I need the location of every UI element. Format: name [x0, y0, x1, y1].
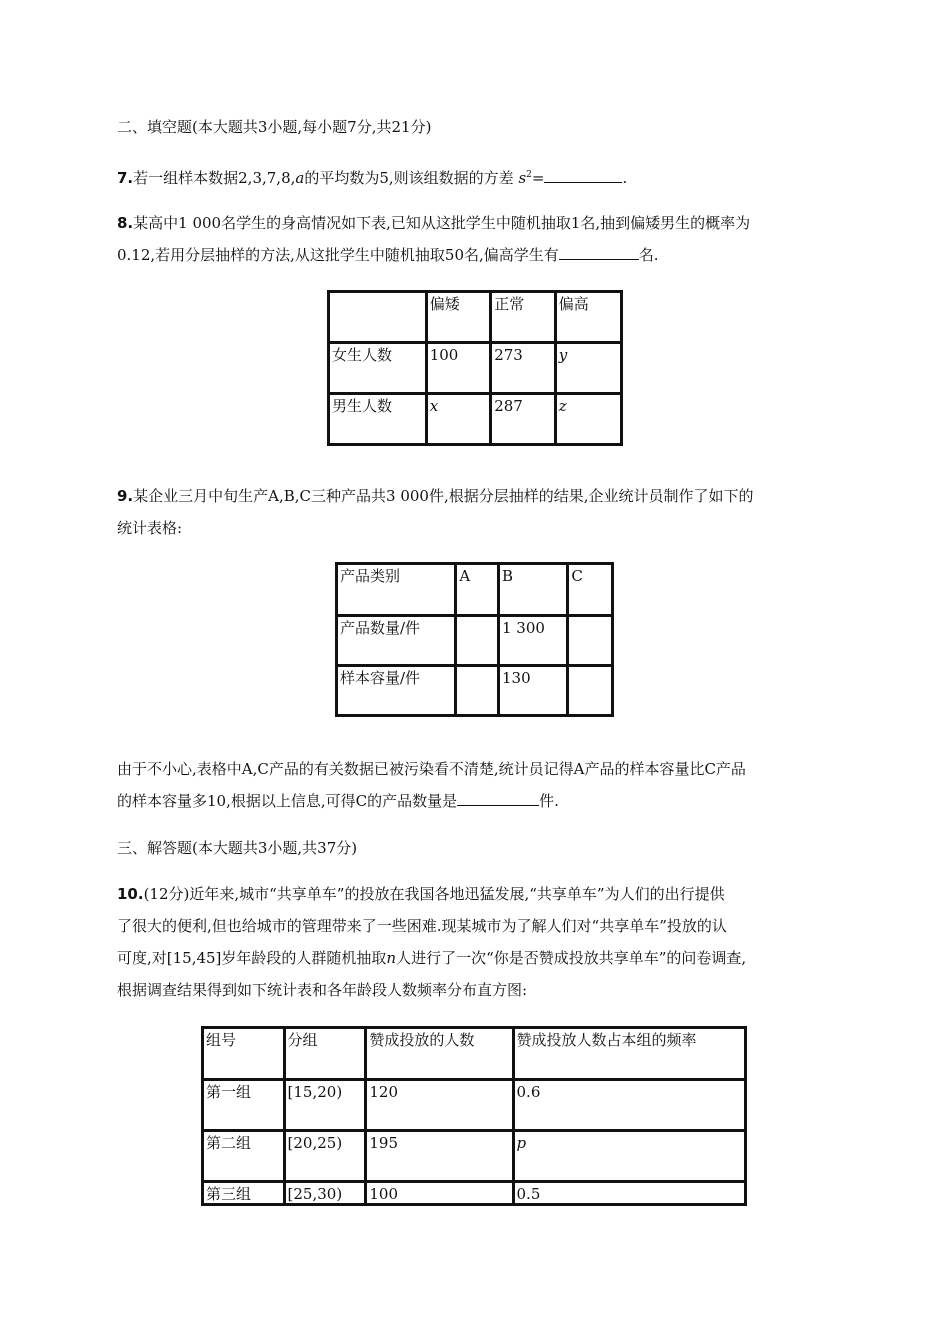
variable-a: a: [295, 169, 305, 187]
answer-blank[interactable]: [457, 791, 539, 806]
table-cell: 287: [491, 394, 556, 445]
table-header-row: [337, 564, 613, 616]
question-text: 名.: [638, 246, 659, 264]
table-cell: x: [426, 394, 491, 445]
table-cell: 男生人数: [329, 394, 427, 445]
table-cell: 第二组: [203, 1131, 285, 1182]
variable-n: n: [386, 949, 397, 967]
survey-table: [201, 1026, 747, 1206]
table-cell: 女生人数: [329, 343, 427, 394]
table-cell: B: [499, 564, 568, 616]
table-cell: 130: [499, 666, 568, 716]
question-text: 若一组样本数据2,3,7,8,: [133, 169, 296, 187]
table-cell: [20,25): [284, 1131, 366, 1182]
question-10-line-4: 根据调查结果得到如下统计表和各年龄段人数频率分布直方图:: [117, 981, 528, 999]
answer-blank[interactable]: [559, 245, 639, 260]
table-cell: 产品数量/件: [337, 616, 456, 666]
question-number: 10.: [117, 885, 144, 903]
product-table: [335, 562, 614, 717]
question-text: 的平均数为5,则该组数据的方差: [304, 169, 514, 187]
table-row: [203, 1131, 746, 1182]
table-cell: [568, 616, 613, 666]
question-text: 某高中1 000名学生的身高情况如下表,已知从这批学生中随机抽取1名,抽到偏矮男生的概率为: [133, 214, 751, 232]
question-9-line-2: 统计表格:: [117, 519, 183, 537]
variance-symbol: s: [518, 169, 527, 187]
table-row: [203, 1182, 746, 1205]
question-8-line-1: [117, 213, 750, 233]
table-cell: A: [456, 564, 499, 616]
table-cell: 赞成投放的人数: [366, 1028, 513, 1080]
question-text: (12分)近年来,城市“共享单车”的投放在我国各地迅猛发展,“共享单车”为人们的出行提供: [143, 885, 725, 903]
table-row: [329, 394, 622, 445]
question-text: 件.: [539, 792, 559, 810]
period: .: [622, 169, 628, 187]
table-cell: 195: [366, 1131, 513, 1182]
question-number: 7.: [117, 169, 134, 187]
table-cell: 偏矮: [426, 292, 491, 343]
superscript: 2: [526, 170, 532, 180]
question-number: 8.: [117, 214, 134, 232]
table-header-row: [203, 1028, 746, 1080]
question-text: 的样本容量多10,根据以上信息,可得C的产品数量是: [117, 792, 458, 810]
table-cell: 100: [426, 343, 491, 394]
table-cell: 样本容量/件: [337, 666, 456, 716]
table-cell: [456, 616, 499, 666]
table-cell: 分组: [284, 1028, 366, 1080]
table-cell: [15,20): [284, 1080, 366, 1131]
table-cell: [568, 666, 613, 716]
question-10-line-1: [117, 884, 725, 904]
question-9-line-1: [117, 486, 754, 506]
section-2-heading: 二、填空题(本大题共3小题,每小题7分,共21分): [117, 118, 432, 136]
question-10-line-3: [117, 948, 746, 968]
table-cell: 120: [366, 1080, 513, 1131]
table-cell: 0.6: [513, 1080, 745, 1131]
table-cell: 组号: [203, 1028, 285, 1080]
table-cell: 赞成投放人数占本组的频率: [513, 1028, 745, 1080]
table-cell: 第一组: [203, 1080, 285, 1131]
table-cell: [25,30): [284, 1182, 366, 1205]
table-cell: 产品类别: [337, 564, 456, 616]
height-table: [327, 290, 623, 446]
table-header-row: [329, 292, 622, 343]
question-text: 0.12,若用分层抽样的方法,从这批学生中随机抽取50名,偏高学生有: [117, 246, 559, 264]
table-cell: [456, 666, 499, 716]
table-cell: C: [568, 564, 613, 616]
answer-blank[interactable]: [544, 168, 622, 183]
question-9-followup-1: 由于不小心,表格中A,C产品的有关数据已被污染看不清楚,统计员记得A产品的样本容量比C产品: [117, 760, 746, 778]
table-row: [203, 1080, 746, 1131]
question-8-line-2: [117, 245, 659, 265]
question-number: 9.: [117, 487, 134, 505]
table-cell: 正常: [491, 292, 556, 343]
question-9-followup-2: [117, 791, 559, 811]
question-text: 可度,对[15,45]岁年龄段的人群随机抽取: [117, 949, 387, 967]
question-10-line-2: 了很大的便利,但也给城市的管理带来了一些困难.现某城市为了解人们对“共享单车”投放的认: [117, 917, 727, 935]
equals-sign: =: [531, 169, 545, 187]
table-cell: 偏高: [555, 292, 621, 343]
question-text: 人进行了一次“你是否赞成投放共享单车”的问卷调查,: [396, 949, 747, 967]
table-row: [337, 666, 613, 716]
table-row: [337, 616, 613, 666]
table-cell: z: [555, 394, 621, 445]
table-cell: 0.5: [513, 1182, 745, 1205]
table-cell: 100: [366, 1182, 513, 1205]
question-7: [117, 165, 627, 188]
table-cell: 1 300: [499, 616, 568, 666]
table-cell: y: [555, 343, 621, 394]
table-cell: p: [513, 1131, 745, 1182]
table-cell: 第三组: [203, 1182, 285, 1205]
table-row: [329, 343, 622, 394]
question-text: 某企业三月中旬生产A,B,C三种产品共3 000件,根据分层抽样的结果,企业统计员制作了如下的: [133, 487, 754, 505]
table-cell: 273: [491, 343, 556, 394]
table-cell: [329, 292, 427, 343]
section-3-heading: 三、解答题(本大题共3小题,共37分): [117, 839, 358, 857]
